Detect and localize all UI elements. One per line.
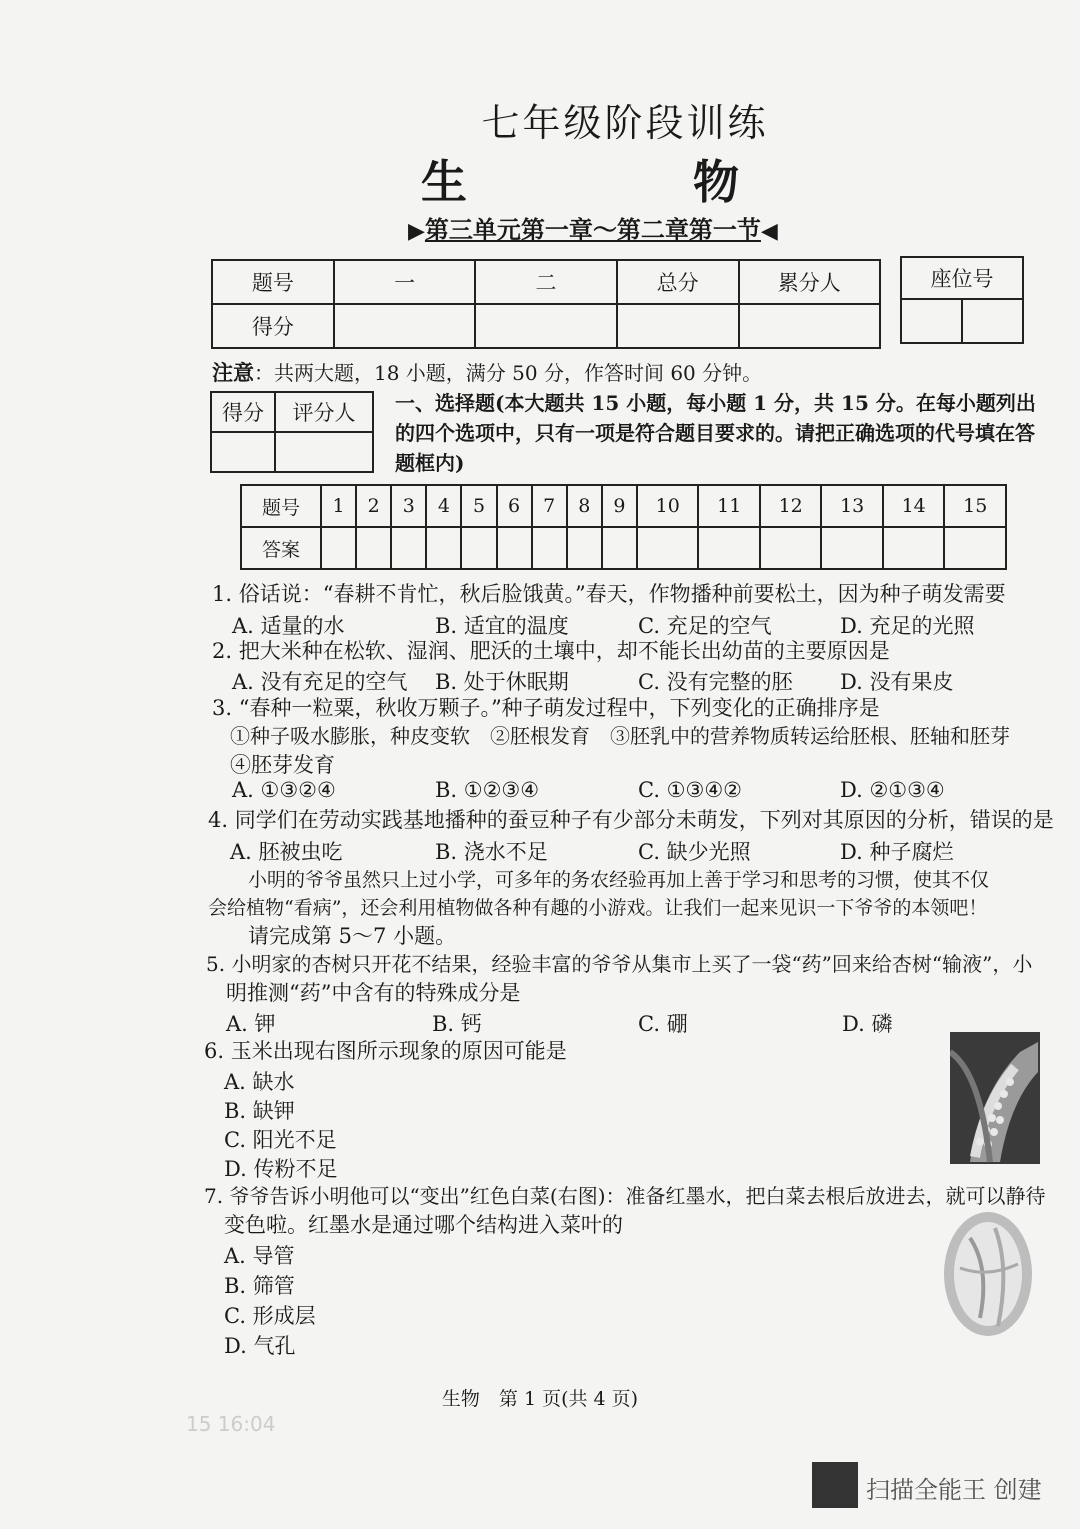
q5-option-d: D. 磷 (842, 1012, 893, 1036)
grader-box (210, 391, 374, 473)
passage-line-1: 小明的爷爷虽然只上过小学，可多年的务农经验再加上善于学习和思考的习惯，使其不仅 (248, 869, 990, 891)
score-input-cell[interactable] (475, 304, 616, 348)
scope-subtitle (408, 210, 778, 245)
score-input-cell[interactable] (334, 304, 475, 348)
q1-option-a: A. 适量的水 (232, 614, 345, 638)
answer-input-cell[interactable] (883, 527, 944, 569)
answer-number-cell: 1 (321, 485, 356, 527)
answer-input-cell[interactable] (698, 527, 759, 569)
q6-option-b: B. 缺钾 (224, 1099, 295, 1123)
answer-number-cell: 6 (497, 485, 532, 527)
seat-box (900, 256, 1024, 344)
answer-input-cell[interactable] (461, 527, 496, 569)
exam-note (212, 357, 762, 387)
timestamp-stamp: 15 16:04 (186, 1412, 276, 1436)
answer-input-cell[interactable] (567, 527, 602, 569)
question-1: 1. 俗话说：“春耕不肯忙，秋后脸饿黄。”春天，作物播种前要松土，因为种子萌发需要 (212, 582, 1006, 606)
answer-input-cell[interactable] (637, 527, 698, 569)
grader-score-cell[interactable] (211, 432, 275, 472)
answer-table (240, 484, 1007, 570)
answer-number-cell: 15 (944, 485, 1006, 527)
q2-option-a: A. 没有充足的空气 (232, 670, 408, 694)
grader-name-label: 评分人 (275, 392, 373, 432)
answer-number-cell: 10 (637, 485, 698, 527)
q6-option-a: A. 缺水 (224, 1070, 295, 1094)
seat-input-cell[interactable] (901, 299, 962, 343)
answer-number-cell: 5 (461, 485, 496, 527)
answer-table-label: 题号 (241, 485, 321, 527)
answer-number-cell: 11 (698, 485, 759, 527)
q7-line-2: 变色啦。红墨水是通过哪个结构进入菜叶的 (224, 1213, 623, 1237)
q1-option-d: D. 充足的光照 (840, 614, 975, 638)
q6-option-d: D. 传粉不足 (224, 1157, 338, 1181)
answer-number-cell: 8 (567, 485, 602, 527)
score-input-cell[interactable] (617, 304, 739, 348)
passage-line-2: 会给植物“看病”，还会利用植物做各种有趣的小游戏。让我们一起来见识一下爷爷的本领吧！ (208, 897, 988, 919)
q2-option-d: D. 没有果皮 (840, 670, 954, 694)
answer-input-cell[interactable] (821, 527, 882, 569)
q2-option-b: B. 处于休眠期 (435, 670, 569, 694)
score-header-cell: 一 (334, 260, 475, 304)
answer-number-cell: 9 (602, 485, 637, 527)
q3-option-d: D. ②①③④ (840, 778, 945, 802)
score-header-cell: 二 (475, 260, 616, 304)
seat-label: 座位号 (901, 257, 1023, 299)
answer-number-cell: 12 (760, 485, 821, 527)
section-1-header: 一、选择题(本大题共 15 小题，每小题 1 分，共 15 分。在每小题列出的四个选项中，只有一项是符合题目要求的。请把正确选项的代号填在答题框内) (395, 391, 1036, 475)
scanner-watermark: 扫描全能王 创建 (866, 1476, 1042, 1504)
q1-option-c: C. 充足的空气 (638, 614, 772, 638)
subject-title: 生 物 (421, 155, 829, 209)
score-header-cell: 题号 (212, 260, 334, 304)
grader-name-cell[interactable] (275, 432, 373, 472)
answer-number-cell: 3 (391, 485, 426, 527)
answer-input-cell[interactable] (426, 527, 461, 569)
answer-input-cell[interactable] (356, 527, 391, 569)
q5-option-c: C. 硼 (638, 1012, 688, 1036)
q3-option-c: C. ①③④② (638, 778, 742, 802)
q2-option-c: C. 没有完整的胚 (638, 670, 793, 694)
answer-number-cell: 14 (883, 485, 944, 527)
note-text: ：共两大题，18 小题，满分 50 分，作答时间 60 分钟。 (254, 361, 763, 385)
score-header-cell: 总分 (617, 260, 739, 304)
answer-input-cell[interactable] (602, 527, 637, 569)
score-row-label: 得分 (212, 304, 334, 348)
page-footer: 生物 第 1 页(共 4 页) (441, 1388, 639, 1410)
answer-input-cell[interactable] (944, 527, 1006, 569)
answer-number-cell: 13 (821, 485, 882, 527)
q3-line-2: ①种子吸水膨胀，种皮变软 ②胚根发育 ③胚乳中的营养物质转运给胚根、胚轴和胚芽 (230, 724, 1010, 748)
page-title: 七年级阶段训练 (481, 101, 769, 145)
answer-input-cell[interactable] (760, 527, 821, 569)
q7-option-d: D. 气孔 (224, 1334, 296, 1358)
right-triangle-icon: ▶ (408, 218, 425, 244)
question-4: 4. 同学们在劳动实践基地播种的蚕豆种子有少部分未萌发，下列对其原因的分析，错误的是 (208, 808, 1054, 832)
qr-code-icon (812, 1462, 858, 1508)
question-3: 3. “春种一粒粟，秋收万颗子。”种子萌发过程中，下列变化的正确排序是 (212, 696, 880, 720)
q6-option-c: C. 阳光不足 (224, 1128, 337, 1152)
answer-input-cell[interactable] (532, 527, 567, 569)
passage-line-3: 请完成第 5～7 小题。 (248, 924, 457, 948)
q3-option-a: A. ①③②④ (232, 778, 336, 802)
left-triangle-icon: ◀ (760, 218, 778, 244)
q1-option-b: B. 适宜的温度 (435, 614, 569, 638)
q4-option-d: D. 种子腐烂 (840, 840, 954, 864)
scope-text: 第三单元第一章～第二章第一节 (424, 215, 761, 244)
q5-option-b: B. 钙 (432, 1012, 482, 1036)
q5-option-a: A. 钾 (226, 1012, 276, 1036)
question-7: 7. 爷爷告诉小明他可以“变出”红色白菜(右图)：准备红墨水，把白菜去根后放进去，就可以静待 (204, 1184, 1046, 1208)
cabbage-image (940, 1208, 1036, 1340)
q7-option-a: A. 导管 (224, 1244, 295, 1268)
grader-score-label: 得分 (211, 392, 275, 432)
question-6: 6. 玉米出现右图所示现象的原因可能是 (204, 1039, 567, 1063)
score-input-cell[interactable] (739, 304, 880, 348)
note-label: 注意 (212, 360, 254, 385)
answer-number-cell: 4 (426, 485, 461, 527)
score-header-cell: 累分人 (739, 260, 880, 304)
answer-table-label: 答案 (241, 527, 321, 569)
q4-option-c: C. 缺少光照 (638, 840, 751, 864)
answer-input-cell[interactable] (321, 527, 356, 569)
answer-input-cell[interactable] (391, 527, 426, 569)
question-2: 2. 把大米种在松软、湿润、肥沃的土壤中，却不能长出幼苗的主要原因是 (212, 639, 890, 663)
q5-line-2: 明推测“药”中含有的特殊成分是 (226, 981, 521, 1005)
seat-input-cell[interactable] (962, 299, 1023, 343)
q4-option-a: A. 胚被虫吃 (230, 840, 343, 864)
answer-input-cell[interactable] (497, 527, 532, 569)
q3-line-3: ④胚芽发育 (230, 753, 335, 777)
score-table (211, 259, 881, 349)
q3-option-b: B. ①②③④ (435, 778, 540, 802)
q7-option-b: B. 筛管 (224, 1274, 295, 1298)
question-5: 5. 小明家的杏树只开花不结果，经验丰富的爷爷从集市上买了一袋“药”回来给杏树“输液”，小 (206, 952, 1033, 976)
answer-number-cell: 2 (356, 485, 391, 527)
corn-image (950, 1032, 1040, 1164)
q7-option-c: C. 形成层 (224, 1304, 316, 1328)
q4-option-b: B. 浇水不足 (435, 840, 548, 864)
answer-number-cell: 7 (532, 485, 567, 527)
